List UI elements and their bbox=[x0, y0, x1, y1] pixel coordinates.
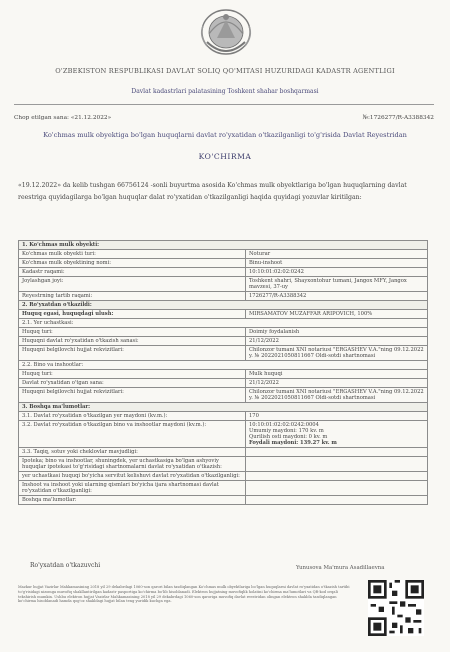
table-row: Joylashgan joyi: Toshkent shahri, Shayxontohur tumani, Jangox MFY, Jangox mavzesi, 37-uy bbox=[18, 277, 428, 292]
subsection-header: 2.1. Yer uchastkasi: bbox=[18, 319, 428, 328]
subsection-header: 2.2. Bino va inshootlar: bbox=[18, 361, 428, 370]
table-row: 3.3. Taqiq, sotuv yoki cheklovlar mavjudligi: bbox=[18, 448, 428, 457]
document-subtitle: KO'CHIRMA bbox=[198, 152, 252, 161]
table-row: Ko'chmas mulk obyekti turi: Noturar bbox=[18, 250, 428, 259]
table-row: Huquqni belgilovchi hujjat rekvizitlari: Chilonzor tumani XNI notariusi "ERGASHEV V.A."ning 09.12.2022 y. № 2022021050811667 Oldi-sotdi shartnomasi bbox=[18, 346, 428, 361]
document-number: №:1726277/R-A3388342 bbox=[362, 115, 434, 121]
legal-note: Mazkur hujjat Vazirlar Mahkamasining 2018 yil 29 dekabrdagi 1060-son qarori bilan tasdiqlangan Ko'chmas mulk obyektlariga bo'lgan huquqlarni davlat ro'yxatidan o'tkazish tartibi to'g'risidagi nizomga muvofiq shakllantirilgan kadastr pasportiga ko'chirma bo'lib hisoblanadi. Elektron hujjatning muvofiqlik holatini ko'chirma ma'lumotlari va QR-kod orqali tekshirish mumkin. Ushbu elektron hujjat Vazirlar Mahkamasining 2018 yil 29 dekabrdagi 1060-son qaroriga muvofiq davlat reestridan olingan elektron shaklda tasdiqlangan ko'chirma hisoblanadi hamda qog'oz shakldagi hujjat bilan teng yuridik kuchga ega. bbox=[18, 585, 350, 604]
table-row: Huquq turi: Doimiy foydalanish bbox=[18, 328, 428, 337]
agency-name: O'ZBEKISTON RESPUBLIKASI DAVLAT SOLIQ QO'MITASI HUZURIDAGI KADASTR AGENTLIGI bbox=[55, 67, 395, 75]
table-row: Davlat ro'yxatidan o'tgan sana: 21/12/2022 bbox=[18, 379, 428, 388]
registrar-name: Yunusova Ma'mura Asadillaevna bbox=[296, 565, 385, 571]
qr-code-icon bbox=[368, 580, 424, 636]
area-total: Umumiy maydoni: 170 kv. m bbox=[249, 428, 324, 434]
table-row: Inshoot va inshoot yoki ularning qismlari bo'yicha ijara shartnomasi davlat ro'yxatidan o'tkazilganligi: bbox=[18, 481, 428, 496]
table-row: 3.1. Davlat ro'yxatidan o'tkazilgan yer maydoni (kv.m.): 170 bbox=[18, 412, 428, 421]
table-row: Reyestrning tartib raqami: 1726277/R-A3388342 bbox=[18, 292, 428, 301]
area-built: Qurilish osti maydoni: 0 kv. m bbox=[249, 434, 328, 440]
table-row: Huquqni davlat ro'yxatidan o'tkazish sanasi: 21/12/2022 bbox=[18, 337, 428, 346]
table-row: yer uchastkasi huquqi bo'yicha servitut kelishuvi davlat ro'yxatidan o'tkazilganligi: bbox=[18, 472, 428, 481]
table-row: Ipoteka; bino va inshootlar, shuningdek, yer uchastkasiga bo'lgan ashyoviy huquqlar ipotekasi to'g'risidagi shartnomalarni davlat ro'yxatidan o'tkazish: bbox=[18, 457, 428, 472]
table-row: Kadastr raqami: 10:10:01:02:02:0242 bbox=[18, 268, 428, 277]
intro-paragraph: «19.12.2022» da kelib tushgan 66756124 -sonli buyurtma asosida Ko'chmas mulk obyektlariga bo'lgan huquqlarning davlat reestriga quyidagilarga bo'lgan huquqlar dalat ro'yxatidan o'tkazilganligi haqida quyidagi yozuvlar kiritilgan: bbox=[18, 182, 407, 201]
table-row: Huquq turi: Mulk huquqi bbox=[18, 370, 428, 379]
department-name: Davlat kadastrlari palatasining Toshkent shahar boshqarmasi bbox=[131, 88, 319, 95]
document-title: Ko'chmas mulk obyektiga bo'lgan huquqlarni davlat ro'yxatidan o'tkazilganligi to'g'risida Davlat Reyestridan bbox=[43, 131, 407, 139]
print-date: Chop etilgan sana: «21.12.2022» bbox=[14, 115, 112, 121]
section-header: 1. Ko'chmas mulk obyekti: bbox=[18, 240, 428, 250]
table-row: Huquq egasi, huquqdagi ulush: MIRSAMATOV MUZAFFAR ARIPOVICH, 100% bbox=[18, 310, 428, 319]
state-emblem-icon bbox=[193, 4, 259, 58]
table-row: Boshqa ma'lumotlar: bbox=[18, 496, 428, 505]
table-row: Ko'chmas mulk obyektining nomi: Binu-inshoot bbox=[18, 259, 428, 268]
area-useful: Foydali maydoni: 139.27 kv. m bbox=[249, 440, 337, 446]
registrar-label: Ro'yxatdan o'tkazuvchi bbox=[30, 562, 101, 569]
table-row: Huquqni belgilovchi hujjat rekvizitlari: Chilonzor tumani XNI notariusi "ERGASHEV V.A."ning 09.12.2022 y. № 2022021050811667 Oldi-sotdi shartnomasi bbox=[18, 388, 428, 403]
table-row: 3.2. Davlat ro'yxatidan o'tkazilgan bino va inshootlar maydoni (kv.m.): 10:10:01:02:02:0242:0004 Umumiy maydoni: 170 kv. m Qurilish osti maydoni: 0 kv. m Foydali maydoni: 139.27 kv. m bbox=[18, 421, 428, 448]
area-cadastre-code: 10:10:01:02:02:0242:0004 bbox=[249, 422, 319, 428]
divider bbox=[14, 104, 434, 105]
registry-table bbox=[18, 240, 428, 505]
section-header: 3. Boshqa ma'lumotlar: bbox=[18, 403, 428, 412]
section-header: 2. Ro'yxatdan o'tkazildi: bbox=[18, 301, 428, 310]
